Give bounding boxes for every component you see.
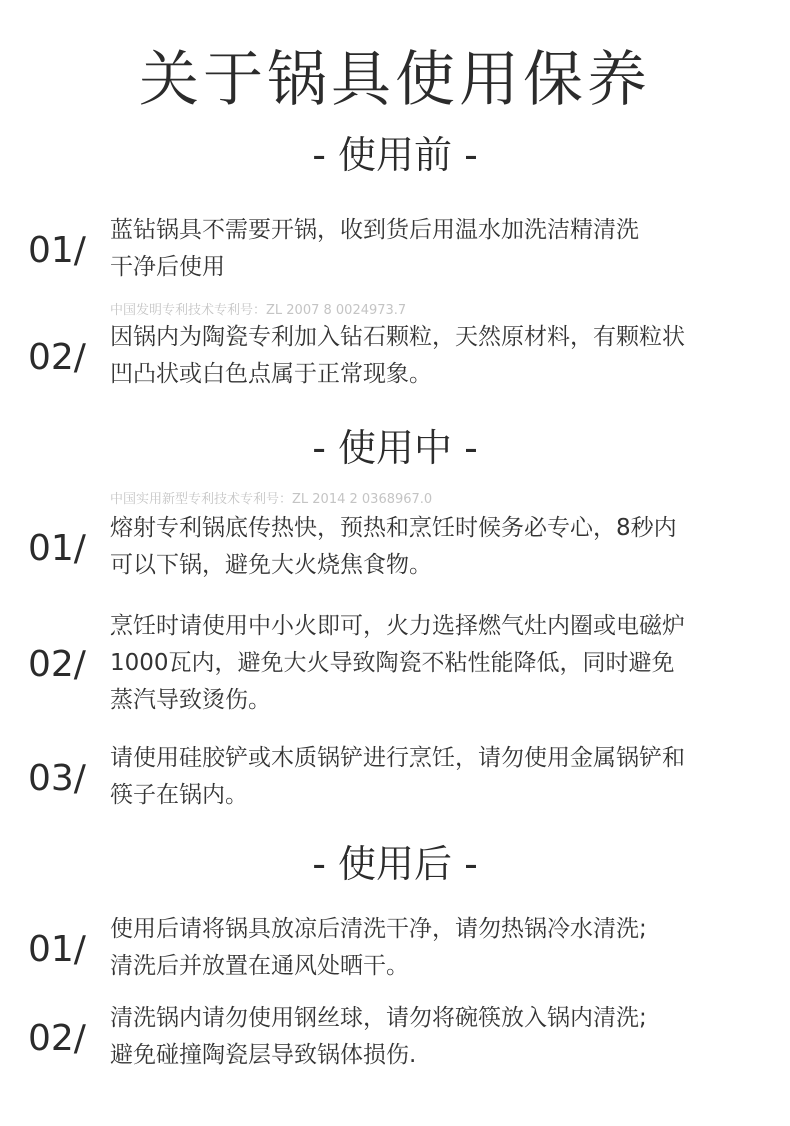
item-text — [110, 319, 775, 393]
item-text-line: 烹饪时请使用中小火即可，火力选择燃气灶内圈或电磁炉 — [110, 613, 685, 639]
section-heading-during-use: - 使用中 - — [312, 426, 478, 470]
item-text — [110, 740, 775, 814]
item-text-line: 清洗锅内请勿使用钢丝球，请勿将碗筷放入锅内清洗; — [110, 1005, 647, 1031]
utility-patent-number: 中国实用新型专利技术专利号：ZL 2014 2 0368967.0 — [110, 492, 433, 507]
item-number: 02/ — [28, 644, 86, 685]
item-text — [110, 911, 775, 985]
item-text — [110, 212, 775, 286]
item-number: 03/ — [28, 758, 86, 799]
item-text-line: 因锅内为陶瓷专利加入钻石颗粒，天然原材料，有颗粒状 — [110, 324, 685, 350]
item-text — [110, 1000, 775, 1074]
section-heading-after-use: - 使用后 - — [312, 842, 478, 886]
item-text-line: 可以下锅，避免大火烧焦食物。 — [110, 552, 432, 578]
item-text-line: 熔射专利锅底传热快，预热和烹饪时候务必专心，8秒内 — [110, 515, 677, 541]
item-text-line: 避免碰撞陶瓷层导致锅体损伤. — [110, 1042, 417, 1068]
item-text — [110, 510, 775, 584]
item-text-line: 筷子在锅内。 — [110, 782, 248, 808]
item-number: 01/ — [28, 528, 86, 569]
item-text-line: 1000瓦内，避免大火导致陶瓷不粘性能降低，同时避免 — [110, 650, 675, 676]
item-text — [110, 608, 775, 719]
item-number: 02/ — [28, 1018, 86, 1059]
item-text-line: 请使用硅胶铲或木质锅铲进行烹饪，请勿使用金属锅铲和 — [110, 745, 685, 771]
page-title: 关于锅具使用保养 — [139, 45, 651, 115]
item-number: 01/ — [28, 929, 86, 970]
item-number: 01/ — [28, 230, 86, 271]
item-number: 02/ — [28, 337, 86, 378]
item-text-line: 蓝钻锅具不需要开锅，收到货后用温水加洗洁精清洗 — [110, 217, 639, 243]
item-text-line: 蒸汽导致烫伤。 — [110, 687, 271, 713]
section-heading-before-use: - 使用前 - — [312, 133, 478, 177]
item-text-line: 使用后请将锅具放凉后清洗干净，请勿热锅冷水清洗; — [110, 916, 647, 942]
item-text-line: 干净后使用 — [110, 254, 225, 280]
invention-patent-number: 中国发明专利技术专利号：ZL 2007 8 0024973.7 — [110, 303, 407, 318]
item-text-line: 凹凸状或白色点属于正常现象。 — [110, 361, 432, 387]
item-text-line: 清洗后并放置在通风处晒干。 — [110, 953, 409, 979]
